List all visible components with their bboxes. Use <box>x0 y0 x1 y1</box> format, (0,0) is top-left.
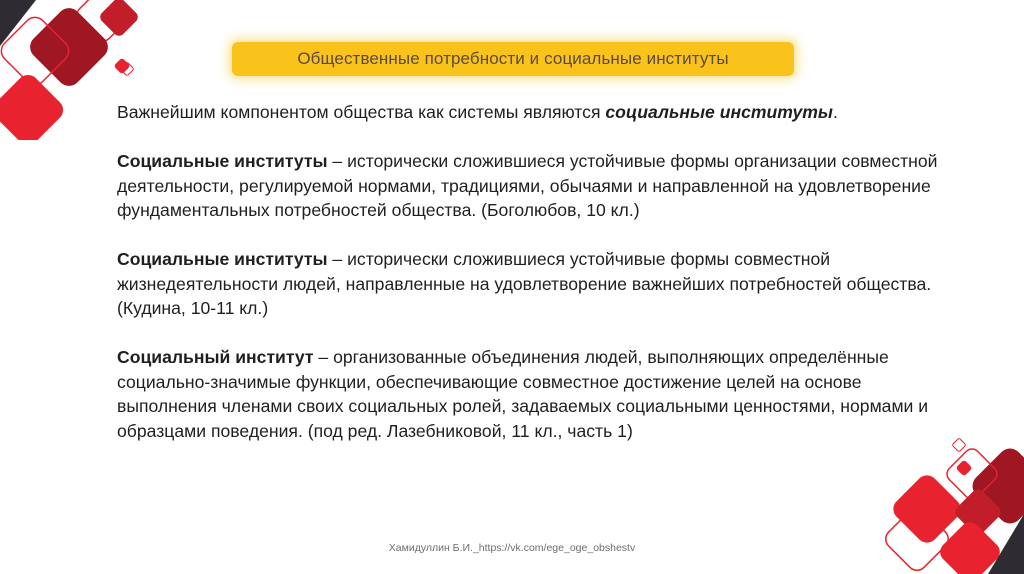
medium-square <box>0 70 68 140</box>
definition-term: Социальные институты <box>117 151 328 171</box>
small-square <box>953 487 1004 538</box>
definition-text: – исторически сложившиеся устойчивые формы организации совместной деятельности, регулируемой нормами, традициями, обычаями и направленной на удовлетворение фундаментальных потребностей общества. (Боголюбов, 10 кл.) <box>117 151 938 220</box>
tiny-square <box>114 58 131 75</box>
large-square <box>25 3 113 91</box>
small-square <box>98 0 140 38</box>
page-title: Общественные потребности и социальные институты <box>297 49 729 68</box>
outline-square <box>0 13 73 89</box>
tiny-outline-square <box>952 438 966 452</box>
tiny-square <box>956 460 973 477</box>
outline-square <box>944 446 1001 503</box>
definition-text: – организованные объединения людей, выполняющих определённые социально-значимые функции, обеспечивающие совместное достижение целей на основе выполнения членами своих социальных ролей, задаваемых социальными ценностями, нормами и образцами поведения. (под ред. Лазебниковой, 11 кл., часть 1) <box>117 347 929 441</box>
corner-dark-triangle <box>0 0 36 46</box>
intro-text: Важнейшим компонентом общества как системы являются <box>117 102 606 122</box>
large-square <box>968 444 1024 529</box>
definition-paragraph <box>117 247 947 321</box>
slide-content <box>117 100 947 443</box>
intro-paragraph <box>117 100 947 125</box>
definition-text: – исторически сложившиеся устойчивые формы совместной жизнедеятельности людей, направленные на удовлетворение важнейших потребностей общества. (Кудина, 10-11 кл.) <box>117 249 932 318</box>
definition-paragraph <box>117 345 947 443</box>
intro-end: . <box>832 102 838 122</box>
definition-term: Социальный институт <box>117 347 314 367</box>
intro-emphasis: социальные институты <box>605 102 833 122</box>
outline-square <box>73 0 132 45</box>
definition-paragraph <box>117 149 947 223</box>
medium-square <box>889 471 965 547</box>
outline-square <box>882 504 953 574</box>
definition-term: Социальные институты <box>117 249 328 269</box>
footer-credit: Хамидуллин Б.И._https://vk.com/ege_oge_obshestv <box>388 542 636 554</box>
title-bar <box>232 42 794 76</box>
tiny-outline-square <box>120 62 134 76</box>
